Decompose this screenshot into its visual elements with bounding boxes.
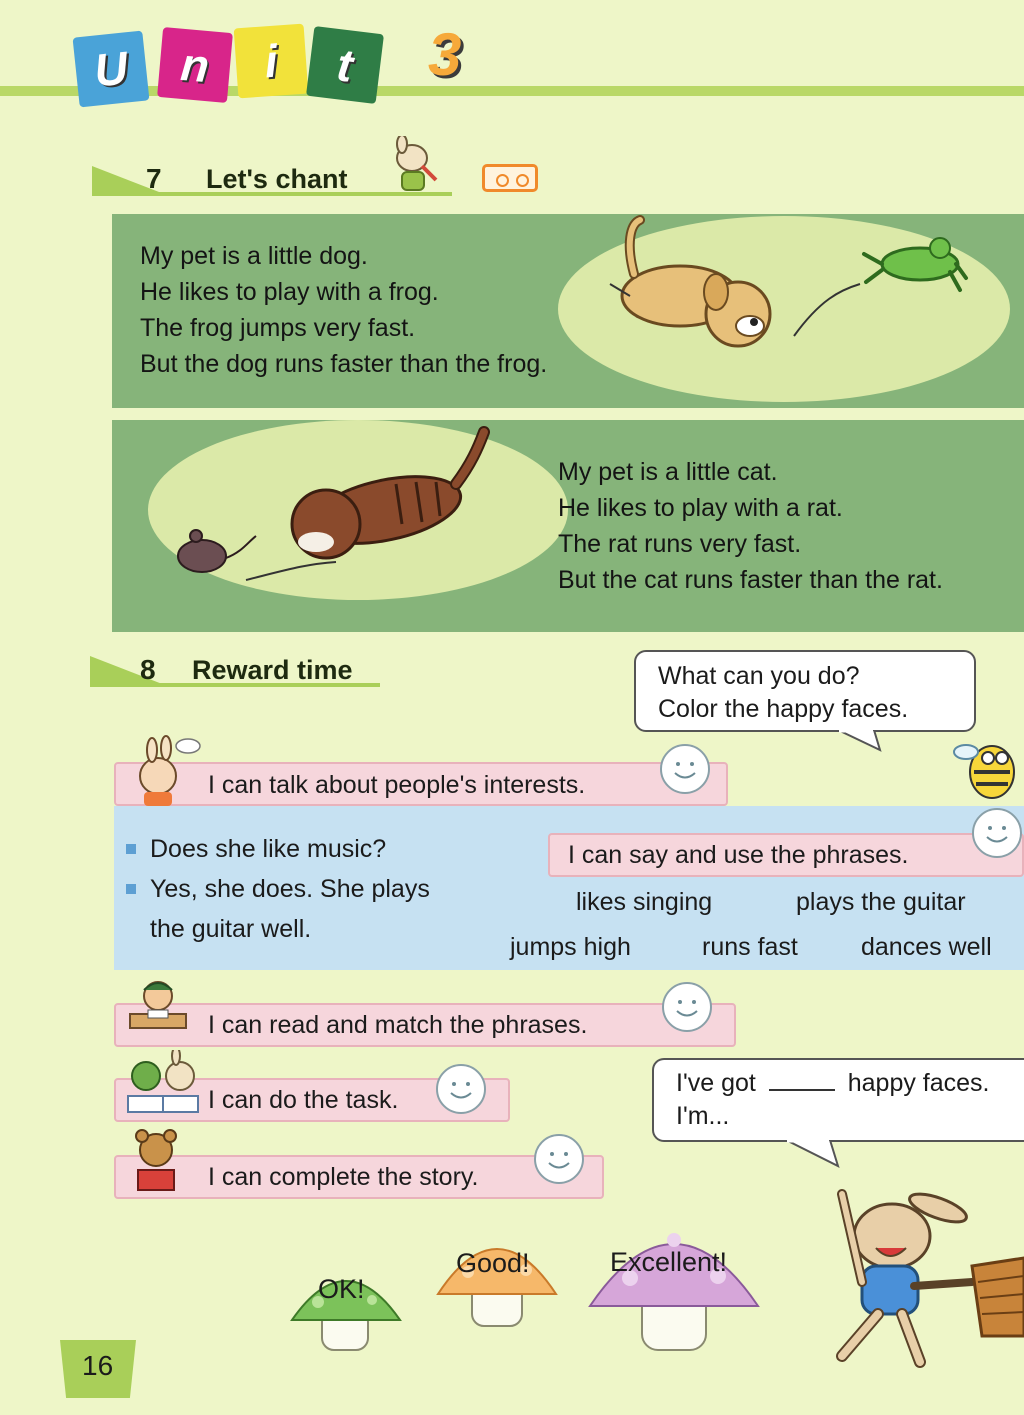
happy-face-icon[interactable] — [534, 1134, 584, 1184]
blank-fill-line[interactable] — [769, 1089, 835, 1091]
unit-letter: t — [334, 38, 356, 92]
section-title: Reward time — [192, 655, 353, 685]
bubble-tail — [836, 730, 886, 752]
section-number: 7 — [146, 163, 162, 194]
can-do-statement: I can say and use the phrases. — [568, 841, 909, 869]
boy-reading-icon — [122, 976, 194, 1032]
unit-letter: i — [262, 34, 280, 88]
phrase-item: jumps high — [510, 933, 631, 961]
can-do-statement: I can talk about people's interests. — [208, 771, 586, 799]
unit-letter: n — [178, 37, 212, 93]
bubble-tail — [784, 1140, 844, 1168]
section-title: Let's chant — [206, 164, 348, 194]
chant-line: The rat runs very fast. — [558, 530, 802, 558]
can-do-statement: I can complete the story. — [208, 1163, 479, 1191]
cat-chasing-rat-illustration — [166, 424, 496, 594]
can-do-statement: I can do the task. — [208, 1086, 399, 1114]
dialogue-text — [150, 829, 430, 949]
unit-letter-tile — [234, 24, 309, 99]
mushroom-excellent-icon — [586, 1206, 762, 1356]
phrase-item: plays the guitar — [796, 888, 966, 916]
bullet-icon — [126, 884, 136, 894]
cassette-audio-icon[interactable] — [482, 164, 538, 192]
mushroom-label-good: Good! — [456, 1248, 530, 1278]
unit-letter: U — [91, 41, 131, 97]
happy-face-icon[interactable] — [660, 744, 710, 794]
mushroom-ok-icon — [288, 1256, 404, 1356]
speech-bubble-result — [652, 1058, 1024, 1142]
page-number: 16 — [82, 1350, 114, 1381]
speech-bubble-instructions — [634, 650, 976, 732]
dialogue-answer: the guitar well. — [150, 915, 312, 943]
section-number: 8 — [140, 654, 156, 685]
chant-line: My pet is a little cat. — [558, 458, 778, 486]
happy-face-icon[interactable] — [972, 808, 1022, 858]
chant-verse-dog — [140, 238, 547, 382]
dialogue-question: Does she like music? — [150, 835, 387, 863]
chant-line: But the cat runs faster than the rat. — [558, 566, 943, 594]
bubble-text-part: happy faces. — [847, 1069, 990, 1097]
chant-line: He likes to play with a rat. — [558, 494, 843, 522]
can-do-statement: I can read and match the phrases. — [208, 1011, 588, 1039]
chant-verse-cat — [558, 454, 943, 598]
phrase-item: likes singing — [576, 888, 713, 916]
bubble-line: Color the happy faces. — [658, 695, 909, 723]
frog-jumping-illustration — [790, 220, 970, 340]
happy-face-icon[interactable] — [662, 982, 712, 1032]
dialogue-answer: Yes, she does. She plays — [150, 875, 430, 903]
dog-running-illustration — [600, 214, 790, 364]
chant-line: The frog jumps very fast. — [140, 314, 416, 342]
unit-header-rule — [0, 86, 1024, 96]
rabbit-with-basket-illustration — [802, 1186, 1024, 1370]
chant-line: He likes to play with a frog. — [140, 278, 439, 306]
friends-reading-icon — [118, 1050, 208, 1118]
mushroom-label-ok: OK! — [318, 1274, 365, 1304]
bear-reading-icon — [126, 1128, 186, 1194]
bubble-line: I'm... — [676, 1102, 730, 1130]
rabbit-singing-icon — [384, 136, 444, 194]
unit-letter-tile — [157, 27, 233, 103]
bee-mascot-icon — [952, 728, 1024, 806]
unit-letter-tile — [73, 31, 150, 108]
phrase-item: runs fast — [702, 933, 798, 961]
mushroom-label-excellent: Excellent! — [610, 1247, 728, 1277]
unit-number: 3 — [428, 21, 462, 88]
section-tab — [90, 656, 176, 686]
bubble-line: What can you do? — [658, 662, 860, 690]
happy-face-icon[interactable] — [436, 1064, 486, 1114]
bubble-line — [676, 1067, 990, 1100]
rabbit-headphones-icon — [126, 734, 206, 806]
bubble-text-part: I've got — [676, 1069, 756, 1097]
chant-line: But the dog runs faster than the frog. — [140, 350, 548, 378]
phrase-item: dances well — [861, 933, 992, 961]
chant-line: My pet is a little dog. — [140, 242, 368, 270]
bullet-icon — [126, 844, 136, 854]
unit-letter-tile — [306, 26, 384, 104]
